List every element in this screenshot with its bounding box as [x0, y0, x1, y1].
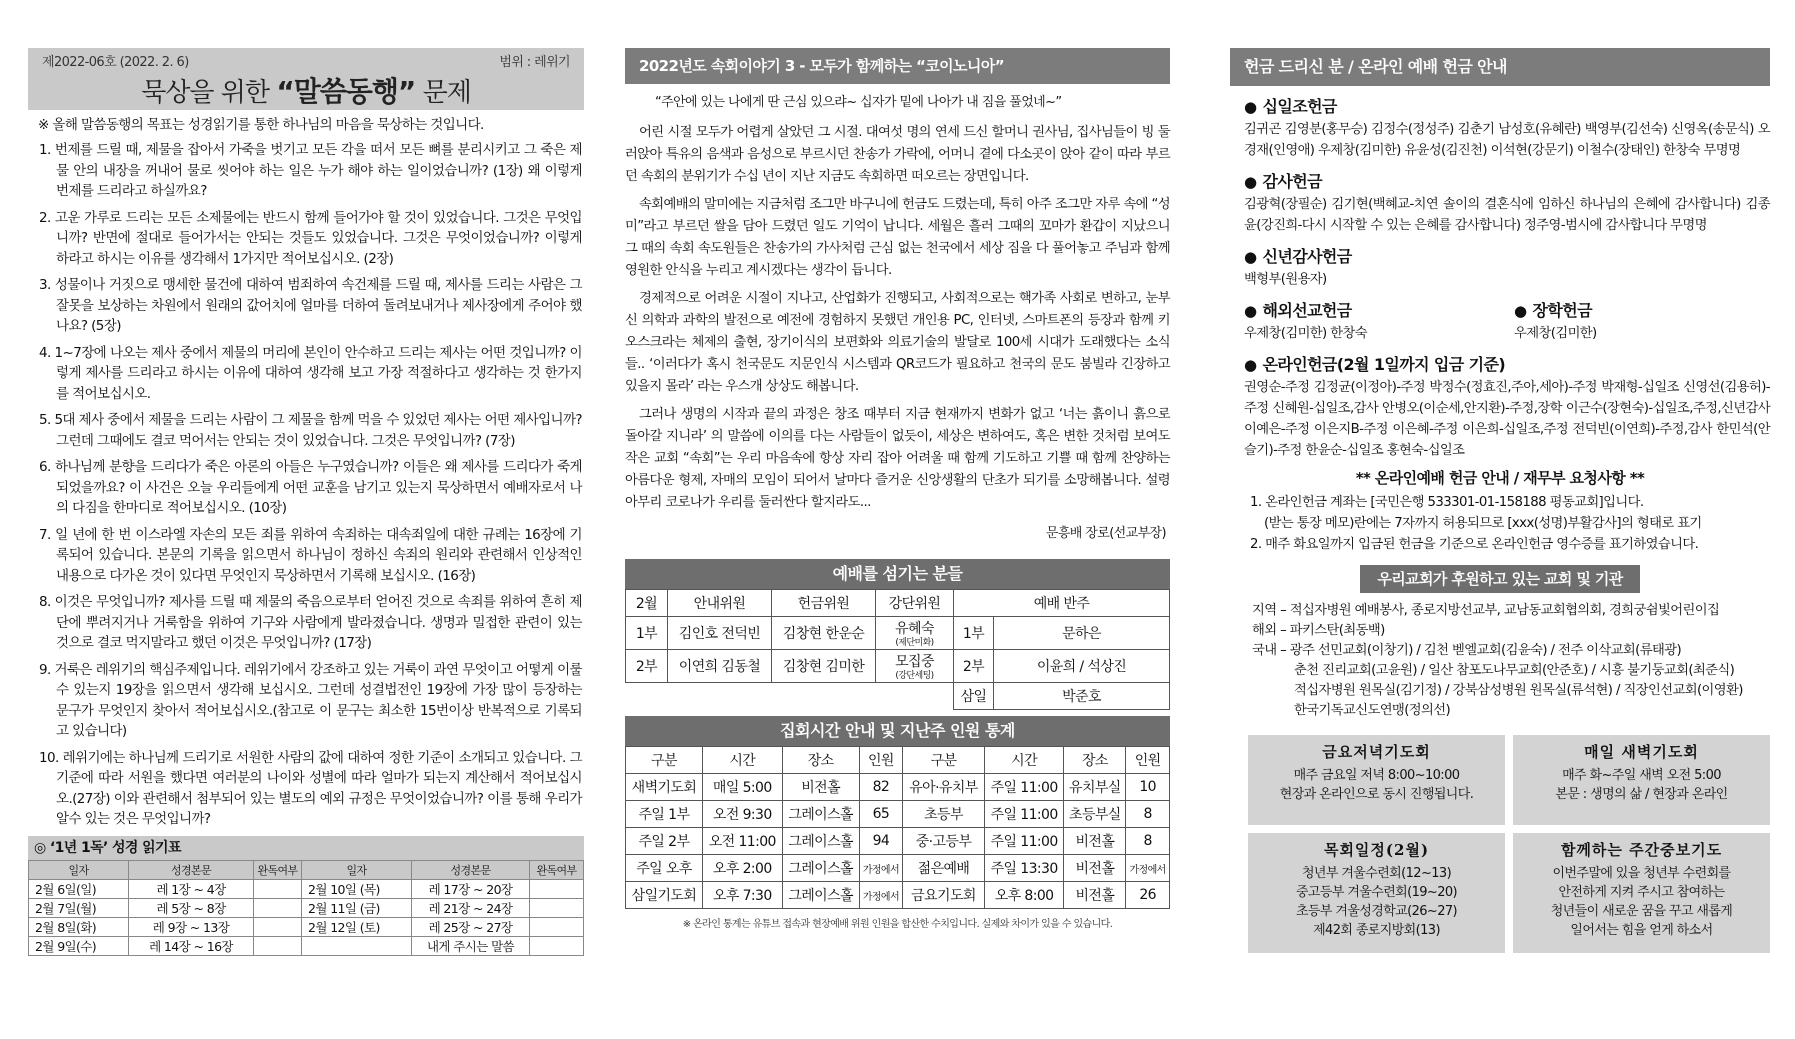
scholar-names: 우제창(김미한)	[1514, 326, 1597, 341]
passage-cell: 내게 주시는 말씀	[412, 936, 530, 955]
table-row: 주일 1부 오전 9:30 그레이스홀 65 초등부 주일 11:00 초등부실 8	[626, 801, 1170, 828]
support-line: 적십자병원 원목실(김기정) / 강북삼성병원 원목실(류석현) / 직장인선교회(이영환)	[1294, 683, 1743, 698]
info-boxes	[1248, 735, 1770, 953]
col-header: 성경본문	[129, 860, 254, 879]
guide-cell: 이연희 김동철	[668, 650, 772, 683]
bullet-icon: ●	[1244, 302, 1257, 320]
date-cell: 2월 8일(화)	[29, 917, 129, 936]
accompanist-cell: 박준호	[994, 683, 1170, 710]
col-header: 강단위원	[876, 590, 954, 617]
support-title: 우리교회가 후원하고 있는 교회 및 기관	[1360, 565, 1640, 593]
notice-line: 2. 매주 화요일까지 입금된 헌금을 기준으로 온라인헌금 영수증를 표기하였습니다.	[1250, 537, 1699, 552]
support-line: 한국기독교신도연맹(정의선)	[1294, 703, 1451, 718]
support-line: 지역 – 적십자병원 예배봉사, 종로지방선교부, 교남동교회협의회, 경희궁쉼빛어린이집	[1252, 603, 1720, 618]
question-item: 8. 이것은 무엇입니까? 제사를 드릴 때 제물의 죽음으로부터 얻어진 것으로 속죄를 위하여 흔히 제단에 뿌려지거나 거룩함을 위하여 기구와 사람에게 발라졌습니다. 생명과 밀접한 관련이 있는 것으로 결코 먹지말라고 했던 이것은 무엇입니까? (17장)	[39, 594, 582, 651]
support-line: 국내 – 광주 선민교회(이창기) / 김천 벧엘교회(김윤숙) / 전주 이삭교회(류태광)	[1252, 643, 1682, 658]
col-header: 2월	[626, 590, 668, 617]
reading-table	[28, 860, 584, 956]
col-header: 안내위원	[668, 590, 772, 617]
col-header: 시간	[984, 747, 1064, 774]
accompanist-cell: 이윤희 / 석상진	[994, 650, 1170, 683]
question-item: 3. 성물이나 거짓으로 맹세한 물건에 대하여 범죄하여 속건제를 드릴 때, 제사를 드리는 사람은 그 잘못을 보상하는 차원에서 원래의 값어치에 얼마를 더하여 돌려보내거나 제사장에게 주어야 했나요? (5장)	[39, 277, 582, 334]
question-item: 10. 레위기에는 하나님께 드리기로 서원한 사람의 값에 대하여 정한 기준이 소개되고 있습니다. 그 기준에 따라 서원을 했다면 여러분의 나이와 성별에 따라 얼마가 되는지 계산해서 적어보십시오.(27장) 이와 관련해서 첨부되어 있는 별도의 예외 규정은 무엇이었습니까? 이를 통해 우리가 알수 있는 것은 무엇입니까?	[39, 749, 582, 827]
question-item: 2. 고운 가루로 드리는 모든 소제물에는 반드시 함께 들어가야 할 것이 있었습니다. 그것은 무엇입니까? 반면에 절대로 들어가서는 안되는 것들도 있었습니다. 그것은 무엇이었습니까? 이렇게 하라고 하시는 이유를 생각해서 1가지만 적어보십시오. (2장)	[39, 209, 582, 267]
notice-line: (받는 통장 메모)란에는 7자까지 허용되므로 [xxx(성명)부활감사]의 형태로 표기	[1264, 516, 1702, 531]
dawn-prayer-box: 매일 새벽기도회 매주 화~주일 새벽 오전 5:00 본문 : 생명의 삶 / 현장과 온라인	[1513, 735, 1770, 825]
date-cell: 2월 11일 (금)	[302, 898, 412, 917]
question-item: 1. 번제를 드릴 때, 제물을 잡아서 가죽을 벗기고 모든 각을 떠서 모든 뼈를 분리시키고 그 죽은 제물 안의 내장을 꺼내어 물로 씻어야 하는 일은 누가 해야 하는 일이었습니까? (1장) 왜 이렇게 번제를 드리라고 하실까요?	[39, 142, 582, 199]
col-header: 헌금위원	[772, 590, 876, 617]
story-quote: “주안에 있는 나에게 딴 근심 있으랴~ 십자가 밑에 나아가 내 짐을 풀었네~”	[655, 95, 1062, 110]
col-header: 구분	[903, 747, 984, 774]
col-header: 완독여부	[530, 860, 584, 879]
date-cell: 2월 12일 (토)	[302, 917, 412, 936]
story-paragraph: 어린 시절 모두가 어렵게 살았던 그 시절. 대여섯 명의 연세 드신 할머니 권사님, 집사님들이 빙 둘러앉아 특유의 음색과 음성으로 부르시던 찬송가 가락에, 어머니 곁에 다소곳이 앉아 같이 따라 부르던 속회의 분위기가 수십 년이 지난 지금도 속회하면 떠오르는 장면입니다.	[625, 125, 1170, 184]
reading-plan-title: ◎ ‘1년 1독’ 성경 읽기표	[28, 836, 584, 860]
tithe-names: 김귀곤 김영분(홍무승) 김정수(정성주) 김춘기 남성호(유혜란) 백영부(김선숙) 신영옥(송문식) 오경재(인영애) 우제창(김미한) 유윤성(김진천) 이석현(강문기) 이철수(장태인) 한창숙 무명명	[1244, 122, 1770, 158]
passage-cell: 레 25장 ~ 27장	[412, 917, 530, 936]
online-heading: ● 온라인헌금(2월 1일까지 입금 기준)	[1244, 355, 1506, 374]
accompanist-cell: 문하은	[994, 617, 1170, 650]
question-item: 9. 거룩은 레위기의 핵심주제입니다. 레위기에서 강조하고 있는 거룩이 과연 무엇이고 어떻게 이룰 수 있는지 19장을 읽으면서 생각해 보십시오. 그런데 성결법전인 19장에 가장 많이 등장하는 문구가 무엇인지 찾아서 적어보십시오.(참고로 이 문구는 최소한 15번이상 반복적으로 기록되고 있습니다)	[39, 661, 582, 739]
stats-table	[625, 746, 1170, 909]
table-row	[29, 879, 584, 898]
done-checkbox[interactable]	[530, 879, 584, 898]
newyear-names: 백형부(원용자)	[1244, 272, 1327, 287]
service-label: 1부	[954, 617, 994, 650]
bullet-icon: ●	[1244, 356, 1257, 374]
page-title: 묵상을 위한 “말씀동행” 문제	[141, 75, 471, 108]
story-title: 2022년도 속회이야기 3 - 모두가 함께하는 “코이노니아”	[625, 48, 1170, 84]
offering-title: 헌금 드리신 분 / 온라인 예배 헌금 안내	[1230, 48, 1770, 86]
passage-cell: 레 1장 ~ 4장	[129, 879, 254, 898]
thanks-names: 김광혁(장필순) 김기현(백혜교-치연 솔이의 결혼식에 임하신 하나님의 은혜에 감사합니다) 김종윤(강진희-다시 시작할 수 있는 은혜를 감사합니다) 정주영-범시에 감사합니다 무명명	[1244, 197, 1770, 233]
passage-cell: 레 5장 ~ 8장	[129, 898, 254, 917]
friday-prayer-box: 금요저녁기도회 매주 금요일 저녁 8:00~10:00 현장과 온라인으로 동시 진행됩니다.	[1248, 735, 1505, 825]
serve-table	[625, 589, 1170, 710]
done-checkbox[interactable]	[530, 917, 584, 936]
table-row: 주일 2부 오전 11:00 그레이스홀 94 중·고등부 주일 11:00 비전홀 8	[626, 828, 1170, 855]
date-cell: 2월 7일(월)	[29, 898, 129, 917]
service-label: 2부	[626, 650, 668, 683]
service-label: 2부	[954, 650, 994, 683]
offering-cell: 김창현 김미한	[772, 650, 876, 683]
bullet-icon: ●	[1244, 173, 1257, 191]
support-line: 해외 – 파키스탄(최동백)	[1252, 623, 1385, 638]
stats-footnote: ※ 온라인 통계는 유튜브 접속과 현장예배 위원 인원을 합산한 수치입니다. 실제와 차이가 있을 수 있습니다.	[682, 919, 1113, 930]
reading-range: 범위 : 레위기	[499, 55, 570, 70]
table-row: 삼일기도회 오후 7:30 그레이스홀 가정에서 금요기도회 오후 8:00 비전홀 26	[626, 882, 1170, 909]
intro-note: ※ 올해 말씀동행의 목표는 성경읽기를 통한 하나님의 마음을 묵상하는 것입니다.	[38, 117, 484, 133]
tithe-heading: ● 십일조헌금	[1244, 97, 1337, 116]
guide-cell: 김인호 전덕빈	[668, 617, 772, 650]
column-meditation	[28, 0, 584, 1039]
passage-cell: 레 14장 ~ 16장	[129, 936, 254, 955]
thanks-heading: ● 감사헌금	[1244, 172, 1322, 191]
mission-names: 우제창(김미한) 한창숙	[1244, 326, 1368, 341]
service-label: 1부	[626, 617, 668, 650]
story-paragraph: 경제적으로 어려운 시절이 지나고, 산업화가 진행되고, 사회적으로는 핵가족 사회로 변하고, 눈부신 의학과 과학의 발전으로 예전에 경험하지 못했던 개인용 PC, 인터넷, 스마트폰의 등장과 함께 키오스크라는 체제의 출현, 장기이식의 보편화와 의료기술의 발달로 100세 시대가 도래했다는 소식들.. ‘이러다가 혹시 천국문도 지문인식 시스템과 QR코드가 필요하고 천국의 문도 붐빌라 긴장하고 있을지 몰라’ 라는 우스개 상상도 해봅니다.	[625, 291, 1170, 394]
col-header: 완독여부	[254, 860, 302, 879]
col-header: 장소	[1064, 747, 1126, 774]
serve-title: 예배를 섬기는 분들	[625, 559, 1170, 589]
schedule-box: 목회일정(2월) 청년부 겨울수련회(12~13) 중고등부 겨울수련회(19~20) 초등부 겨울성경학교(26~27) 제42회 종로지방회(13)	[1248, 833, 1505, 953]
story-paragraph: 그러나 생명의 시작과 끝의 과정은 창조 때부터 지금 현재까지 변화가 없고 ‘너는 흙이니 흙으로 돌아갈 지니라’ 의 말씀에 이의를 다는 사람들이 없듯이, 세상은 변하여도, 혹은 변한 것처럼 보여도 작은 교회 “속회”는 우리 마음속에 항상 자리 잡아 어려울 때 함께 기도하고 기쁠 때 함께 찬양하는 아름다운 형제, 자매의 모임이 되어서 날마다 즐거운 신앙생활의 단초가 되기를 소망해봅니다. 설령 아무리 코로나가 우리를 둘러싼다 할지라도...	[625, 407, 1170, 510]
bullet-icon: ●	[1244, 98, 1257, 116]
notice-title: ** 온라인예배 헌금 안내 / 재무부 요청사항 **	[1355, 469, 1645, 487]
done-checkbox[interactable]	[530, 936, 584, 955]
date-cell: 2월 10일 (목)	[302, 879, 412, 898]
notice-line: 1. 온라인헌금 계좌는 [국민은행 533301-01-158188 평동교회]입니다.	[1250, 495, 1644, 510]
support-line: 춘천 진리교회(고윤원) / 일산 참포도나무교회(안준호) / 시흥 불기둥교회(최준식)	[1294, 663, 1735, 678]
stats-title: 집회시간 안내 및 지난주 인원 통계	[625, 716, 1170, 746]
col-header: 예배 반주	[954, 590, 1170, 617]
date-cell	[302, 936, 412, 955]
col-header: 인원	[1126, 747, 1170, 774]
date-cell: 2월 9일(수)	[29, 936, 129, 955]
bullet-icon: ●	[1244, 248, 1257, 266]
done-checkbox[interactable]	[254, 917, 302, 936]
story-signature: 문흥배 장로(선교부장)	[1045, 526, 1166, 541]
passage-cell: 레 17장 ~ 20장	[412, 879, 530, 898]
col-header: 인원	[859, 747, 903, 774]
col-header: 시간	[702, 747, 782, 774]
col-header: 구분	[626, 747, 703, 774]
intercession-box: 함께하는 주간중보기도 이번주말에 있을 청년부 수련회를 안전하게 지켜 주시고 참여하는 청년들이 새로운 꿈을 꾸고 새롭게 일어서는 힘을 얻게 하소서	[1513, 833, 1770, 953]
table-row	[29, 898, 584, 917]
question-item: 4. 1~7장에 나오는 제사 중에서 제물의 머리에 본인이 안수하고 드리는 제사는 어떤 것입니까? 이렇게 제사를 드리라고 하시는 이유에 대하여 생각해 보고 가장 적절하다고 생각하는 것 한가지를 적어보십시오.	[39, 344, 582, 402]
done-checkbox[interactable]	[254, 898, 302, 917]
column-story	[625, 0, 1170, 1039]
done-checkbox[interactable]	[254, 879, 302, 898]
issue-number: 제2022-06호 (2022. 2. 6)	[42, 55, 189, 70]
offering-cell: 김창현 한운순	[772, 617, 876, 650]
col-header: 일자	[302, 860, 412, 879]
service-label: 삼일	[954, 683, 994, 710]
meditation-header	[28, 48, 584, 110]
date-cell: 2월 6일(일)	[29, 879, 129, 898]
newyear-heading: ● 신년감사헌금	[1244, 247, 1352, 266]
col-header: 성경본문	[412, 860, 530, 879]
col-header: 일자	[29, 860, 129, 879]
bullet-icon: ●	[1514, 302, 1527, 320]
blank-cell	[626, 683, 954, 710]
column-offerings	[1230, 0, 1770, 1039]
done-checkbox[interactable]	[254, 936, 302, 955]
reading-plan	[28, 836, 584, 956]
table-row	[29, 936, 584, 955]
passage-cell: 레 9장 ~ 13장	[129, 917, 254, 936]
question-item: 6. 하나님께 분향을 드리다가 죽은 아론의 아들은 누구였습니까? 이들은 왜 제사를 드리다가 죽게 되었을까요? 이 사건은 오늘 우리들에게 어떤 교훈을 남기고 있는지 묵상하면서 예배자로서 나의 다짐을 한마디로 적어보십시오. (10장)	[39, 459, 582, 516]
question-list	[28, 140, 584, 830]
passage-cell: 레 21장 ~ 24장	[412, 898, 530, 917]
col-header: 장소	[782, 747, 859, 774]
scholar-heading: ● 장학헌금	[1514, 301, 1592, 320]
altar-cell: 유혜숙 (제단미화)	[876, 617, 954, 650]
story-paragraph: 속회예배의 말미에는 지금처럼 조그만 바구니에 헌금도 드렸는데, 특히 아주 조그만 자루 속에 “성미”라고 부르던 쌀을 담아 드렸던 일도 기억이 납니다. 세월은 흘러 그때의 꼬마가 환갑이 지났으니 그 때의 속회 속도원들은 찬송가의 가사처럼 근심 없는 천국에서 세상 짐을 다 풀어놓고 주님과 함께 영원한 안식을 누리고 계시겠다는 생각이 듭니다.	[625, 197, 1170, 278]
question-item: 5. 5대 제사 중에서 제물을 드리는 사람이 그 제물을 함께 먹을 수 있었던 제사는 어떤 제사입니까? 그런데 그때에도 결코 먹어서는 안되는 것이 있었습니다. 그것은 무엇입니까? (7장)	[39, 412, 582, 449]
table-row: 새벽기도회 매일 5:00 비전홀 82 유아·유치부 주일 11:00 유치부실 10	[626, 774, 1170, 801]
done-checkbox[interactable]	[530, 898, 584, 917]
mission-heading: ● 해외선교헌금	[1244, 301, 1352, 320]
online-names: 권영순-주정 김정균(이정아)-주정 박정수(정효진,주아,세아)-주정 박재형-십일조 신영선(김용허)-주정 신혜원-십일조,감사 안병오(이순세,안지환)-주정,장학 이근수(장현숙)-십일조,주정,신년감사 이예은-주정 이은지B-주정 이은혜-주정 이은희-십일조,주정 전덕빈(이연희)-주정,감사 한민석(안슬기)-주정 한윤순-십일조 홍현숙-십일조	[1244, 380, 1770, 458]
table-row: 주일 오후 오후 2:00 그레이스홀 가정에서 젊은예배 주일 13:30 비전홀 가정에서	[626, 855, 1170, 882]
question-item: 7. 일 년에 한 번 이스라엘 자손의 모든 죄를 위하여 속죄하는 대속죄일에 대한 규례는 16장에 기록되어 있습니다. 본문의 기록을 읽으면서 하나님이 정하신 속죄의 원리와 관련해서 인상적인 내용으로 다가온 것이 있다면 무엇인지 묵상하면서 기록해 보십시오. (16장)	[39, 526, 582, 584]
altar-cell: 모집중 (강단세팅)	[876, 650, 954, 683]
table-row	[29, 917, 584, 936]
